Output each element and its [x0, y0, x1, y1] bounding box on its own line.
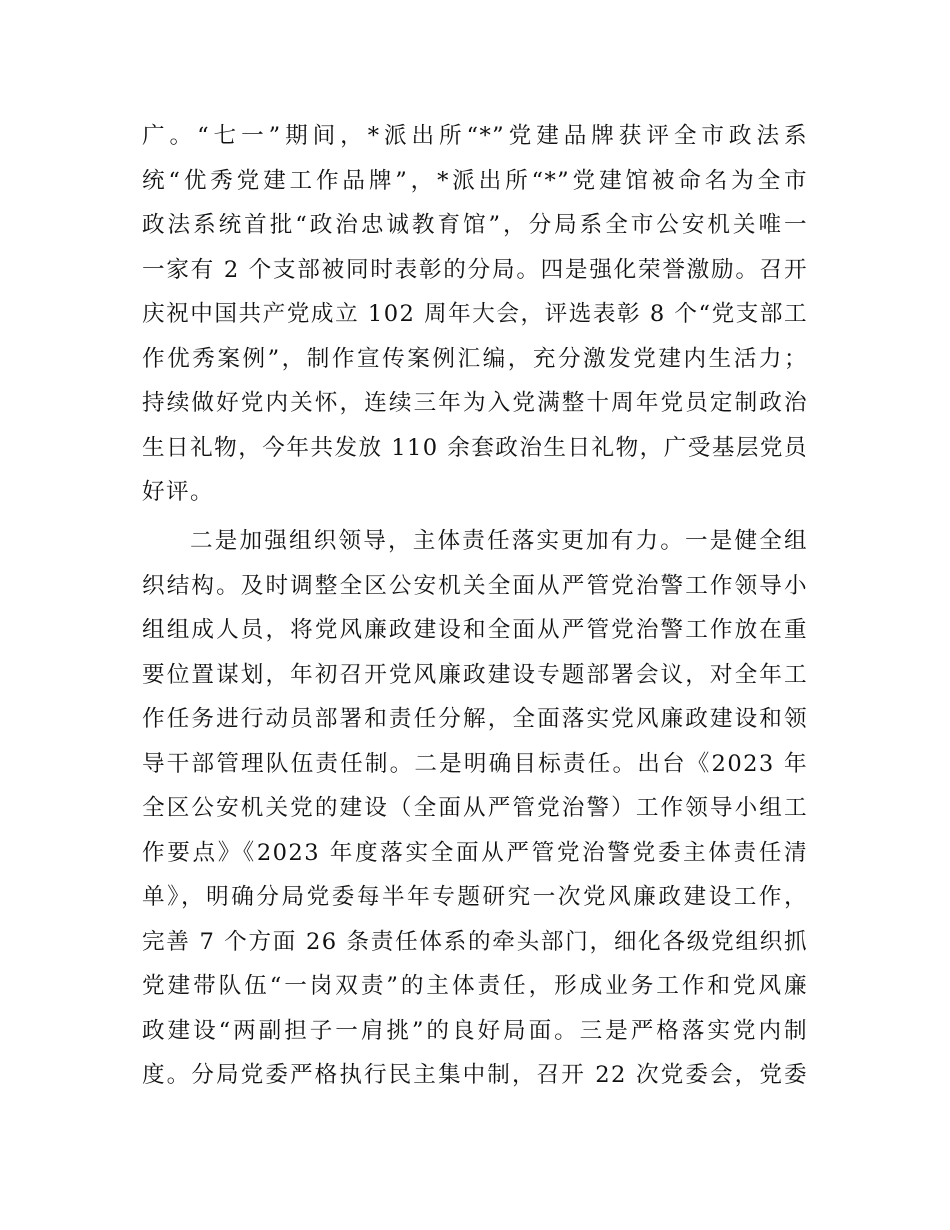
paragraph-line: 度。分局党委严格执行民主集中制，召开 22 次党委会，党委: [142, 1062, 808, 1088]
paragraph-line: 党建带队伍“一岗双责”的主体责任，形成业务工作和党风廉: [142, 973, 808, 999]
paragraph-1: [142, 114, 808, 515]
paragraph-line: 完善 7 个方面 26 条责任体系的牵头部门，细化各级党组织抓: [142, 928, 808, 955]
paragraph-line: 织结构。及时调整全区公安机关全面从严管党治警工作领导小: [142, 572, 808, 599]
paragraph-line: 作优秀案例”，制作宣传案例汇编，充分激发党建内生活力；: [142, 345, 808, 372]
paragraph-line: 组组成人员，将党风廉政建设和全面从严管党治警工作放在重: [142, 617, 808, 643]
paragraph-line: 政法系统首批“政治忠诚教育馆”，分局系全市公安机关唯一: [142, 212, 808, 238]
paragraph-line: 广。“七一”期间，*派出所“*”党建品牌获评全市政法系: [142, 123, 808, 149]
paragraph-line: 作要点》《2023 年度落实全面从严管党治警党委主体责任清: [142, 839, 808, 866]
paragraph-line: 生日礼物，今年共发放 110 余套政治生日礼物，广受基层党员: [142, 434, 808, 461]
paragraph-line: 全区公安机关党的建设（全面从严管党治警）工作领导小组工: [142, 795, 808, 821]
paragraph-line: 政建设“两副担子一肩挑”的良好局面。三是严格落实党内制: [142, 1017, 808, 1044]
paragraph-line: 一家有 2 个支部被同时表彰的分局。四是强化荣誉激励。召开: [142, 256, 808, 283]
paragraph-line: 单》，明确分局党委每半年专题研究一次党风廉政建设工作，: [142, 884, 808, 910]
paragraph-line: 作任务进行动员部署和责任分解，全面落实党风廉政建设和领: [142, 706, 808, 732]
paragraph-line: 要位置谋划，年初召开党风廉政建设专题部署会议，对全年工: [142, 661, 808, 688]
paragraph-line: 统“优秀党建工作品牌”，*派出所“*”党建馆被命名为全市: [142, 167, 808, 194]
paragraph-line: 持续做好党内关怀，连续三年为入党满整十周年党员定制政治: [142, 390, 808, 416]
paragraph-line: 好评。: [142, 479, 214, 505]
paragraph-2: [142, 519, 808, 1098]
paragraph-line: 二是加强组织领导，主体责任落实更加有力。一是健全组: [190, 528, 808, 554]
paragraph-line: 庆祝中国共产党成立 102 周年大会，评选表彰 8 个“党支部工: [142, 301, 808, 327]
paragraph-line: 导干部管理队伍责任制。二是明确目标责任。出台《2023 年: [142, 750, 808, 777]
